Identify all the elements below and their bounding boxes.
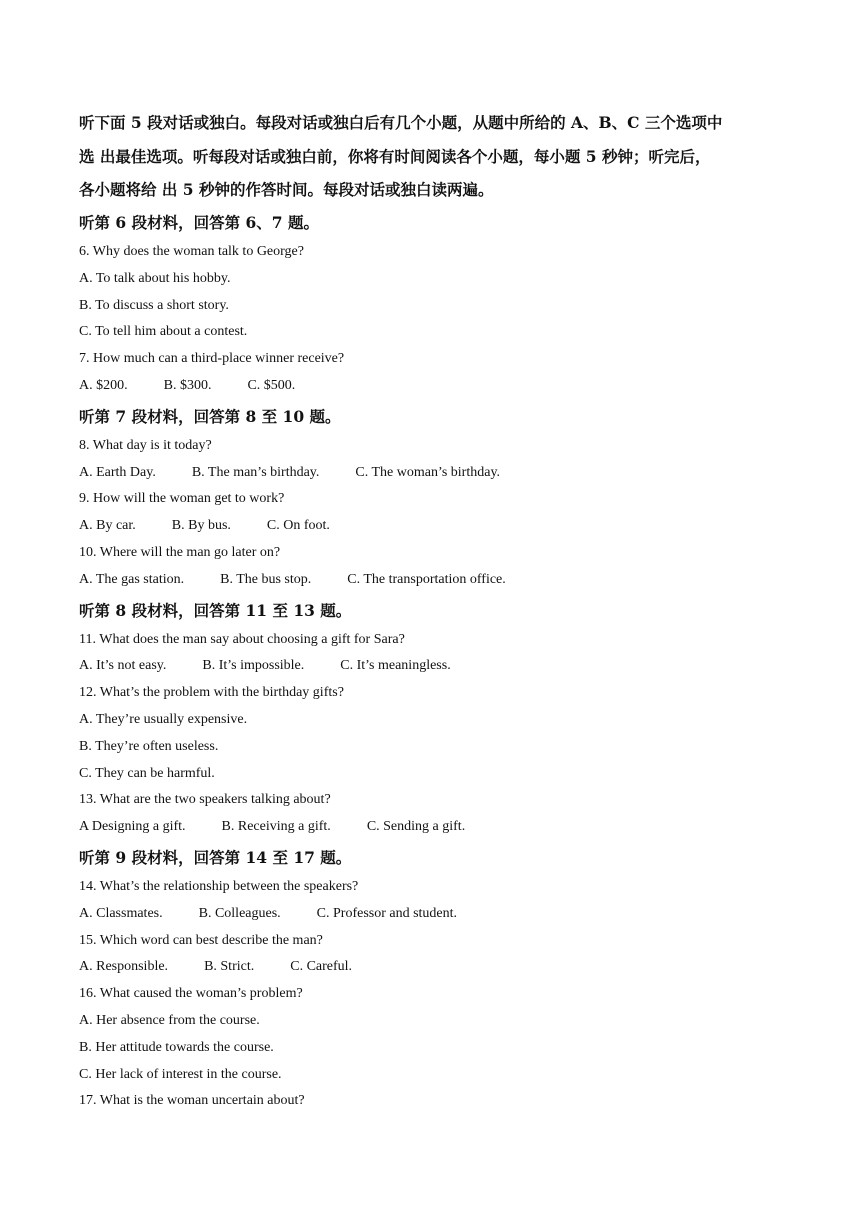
question-text: 7. How much can a third-place winner receive? [79,351,345,367]
answer-option: B. Receiving a gift. [221,819,331,835]
question-text: 16. What caused the woman’s problem? [79,986,303,1002]
answer-option: A. They’re usually expensive. [79,711,248,727]
answer-option: C. On foot. [266,518,330,534]
answer-options-row [79,460,799,487]
section-header: 听第 9 段材料，回答第 14 至 17 题。 [79,847,352,867]
answer-option: B. They’re often useless. [79,738,219,754]
answer-option: A. To talk about his hobby. [79,270,231,286]
section-header: 听第 8 段材料，回答第 11 至 13 题。 [79,600,352,620]
listening-instructions [79,106,789,207]
question-text: 12. What’s the problem with the birthday gifts? [79,685,344,701]
answer-option: C. To tell him about a contest. [79,324,248,340]
question-text: 13. What are the two speakers talking about? [79,792,331,808]
answer-option: B. Colleagues. [198,905,281,921]
answer-option: C. They can be harmful. [79,765,215,781]
answer-option: C. $500. [247,377,296,393]
section-header: 听第 6 段材料，回答第 6、7 题。 [79,213,319,232]
answer-option: A. Earth Day. [79,464,156,480]
answer-options-row [79,567,799,594]
answer-option: A. By car. [79,518,136,534]
question-text: 14. What’s the relationship between the speakers? [79,878,359,894]
answer-option: B. By bus. [171,518,231,534]
instruction-line: 各小题将给 出 5 秒钟的作答时间。每段对话或独白读两遍。 [79,180,494,199]
answer-option: B. To discuss a short story. [79,297,229,313]
question-text: 11. What does the man say about choosing a gift for Sara? [79,631,405,647]
answer-option: B. The bus stop. [220,571,312,587]
answer-options-row [79,814,799,841]
question-text: 15. Which word can best describe the man? [79,932,323,948]
answer-option: C. The transportation office. [347,571,506,587]
question-text: 17. What is the woman uncertain about? [79,1093,305,1109]
answer-option: C. It’s meaningless. [340,658,451,674]
question-text: 6. Why does the woman talk to George? [79,244,304,259]
answer-option: C. The woman’s birthday. [355,464,501,480]
question-text: 10. Where will the man go later on? [79,544,281,560]
answer-options-row [79,901,799,928]
answer-options-row [79,513,799,540]
question-text: 9. How will the woman get to work? [79,491,285,507]
answer-option: B. The man’s birthday. [191,464,320,480]
instruction-line: 听下面 5 段对话或独白。每段对话或独白后有几个小题，从题中所给的 A、B、C 三个选项中 [79,113,723,132]
answer-options-row [79,653,799,680]
answer-options-row [79,373,799,400]
answer-option: A Designing a gift. [79,819,186,835]
question-list [79,206,799,1115]
answer-option: A. The gas station. [79,571,185,587]
answer-option: A. Responsible. [79,959,169,975]
instruction-line: 选 出最佳选项。听每段对话或独白前，你将有时间阅读各个小题，每小题 5 秒钟；听完后， [79,146,711,166]
answer-option: A. Classmates. [79,905,163,921]
answer-option: C. Professor and student. [316,905,458,921]
answer-option: B. $300. [163,377,212,393]
answer-option: A. It’s not easy. [79,658,167,674]
answer-option: C. Careful. [290,959,353,975]
answer-options-row [79,954,799,981]
question-text: 8. What day is it today? [79,437,212,453]
answer-option: B. Strict. [204,959,255,975]
answer-option: C. Sending a gift. [366,819,466,835]
section-header: 听第 7 段材料，回答第 8 至 10 题。 [79,406,341,426]
answer-option: B. Her attitude towards the course. [79,1039,274,1055]
answer-option: B. It’s impossible. [202,658,305,674]
answer-option: A. Her absence from the course. [79,1012,260,1028]
answer-option: C. Her lack of interest in the course. [79,1066,282,1082]
answer-option: A. $200. [79,377,128,393]
